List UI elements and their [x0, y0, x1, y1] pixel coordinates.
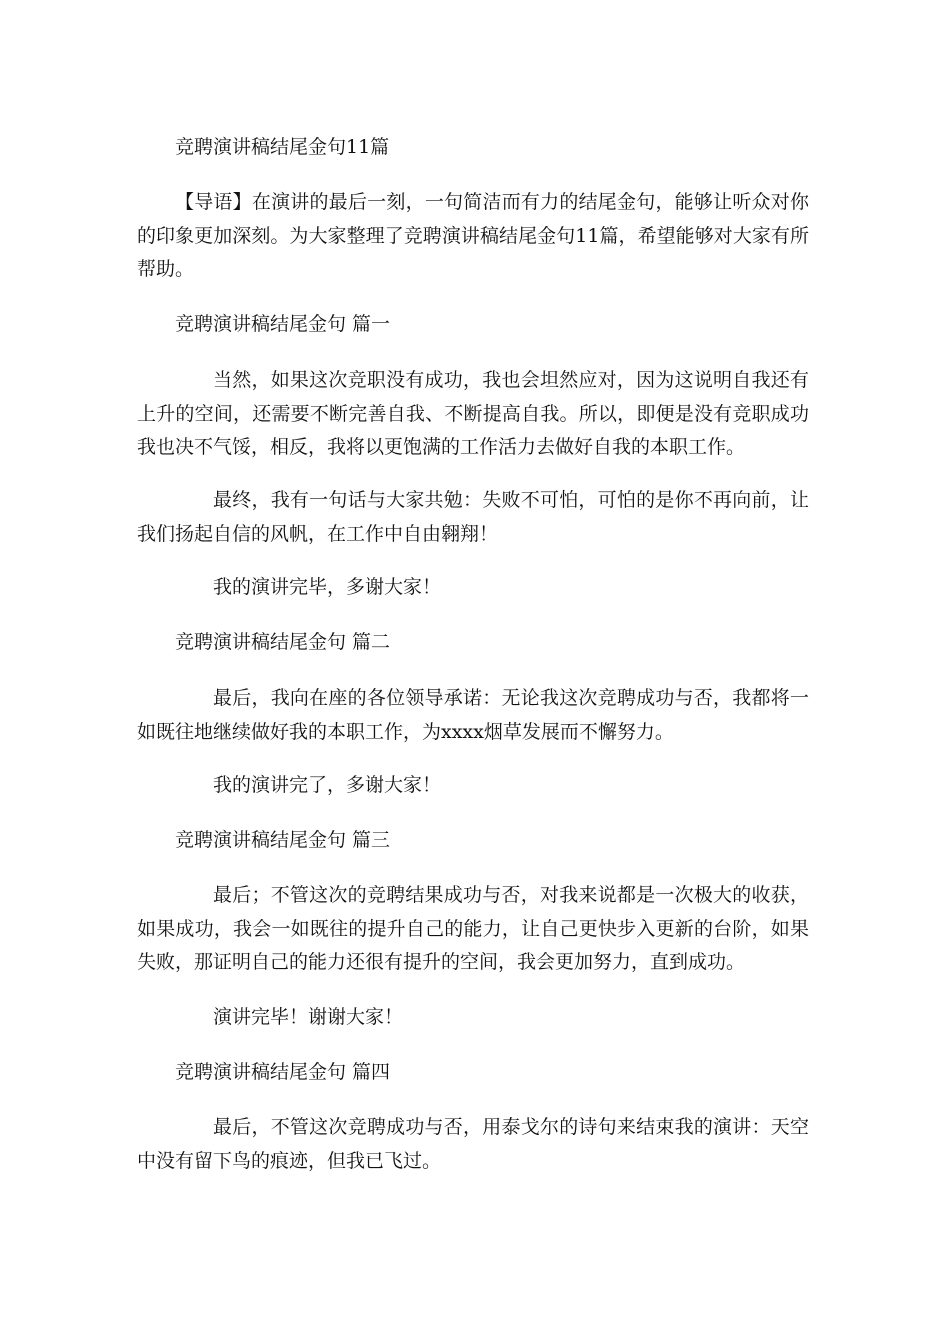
section-1-paragraph-3: 我的演讲完毕，多谢大家！	[213, 576, 442, 598]
section-3-paragraph-1: 最后；不管这次的竞聘结果成功与否，对我来说都是一次极大的收获，如果成功，我会一如既往的提升自己的能力，让自己更快步入更新的台阶，如果失败，那证明自己的能力还很有提升的空间，我会更加努力，直到成功。	[137, 884, 809, 973]
section-1-paragraph-2: 最终，我有一句话与大家共勉：失败不可怕，可怕的是你不再向前，让我们扬起自信的风帆，在工作中自由翱翔！	[137, 489, 809, 545]
section-heading-2: 竞聘演讲稿结尾金句 篇二	[175, 631, 391, 653]
intro-paragraph: 【导语】在演讲的最后一刻，一句简洁而有力的结尾金句，能够让听众对你的印象更加深刻。为大家整理了竞聘演讲稿结尾金句11篇，希望能够对大家有所帮助。	[137, 191, 809, 280]
section-2-paragraph-2: 我的演讲完了，多谢大家！	[213, 774, 442, 796]
section-4-paragraph-1: 最后，不管这次竞聘成功与否，用泰戈尔的诗句来结束我的演讲：天空中没有留下鸟的痕迹，但我已飞过。	[137, 1116, 809, 1172]
section-2-paragraph-1: 最后，我向在座的各位领导承诺：无论我这次竞聘成功与否，我都将一如既往地继续做好我的本职工作，为xxxx烟草发展而不懈努力。	[137, 687, 809, 743]
section-3-paragraph-2: 演讲完毕！谢谢大家！	[213, 1006, 404, 1028]
section-heading-1: 竞聘演讲稿结尾金句 篇一	[175, 313, 391, 335]
section-1-paragraph-1: 当然，如果这次竞职没有成功，我也会坦然应对，因为这说明自我还有上升的空间，还需要不断完善自我、不断提高自我。所以，即便是没有竞职成功我也决不气馁，相反，我将以更饱满的工作活力去做好自我的本职工作。	[137, 369, 809, 458]
section-heading-4: 竞聘演讲稿结尾金句 篇四	[175, 1061, 391, 1083]
section-heading-3: 竞聘演讲稿结尾金句 篇三	[175, 829, 391, 851]
document-title: 竞聘演讲稿结尾金句11篇	[175, 136, 390, 158]
